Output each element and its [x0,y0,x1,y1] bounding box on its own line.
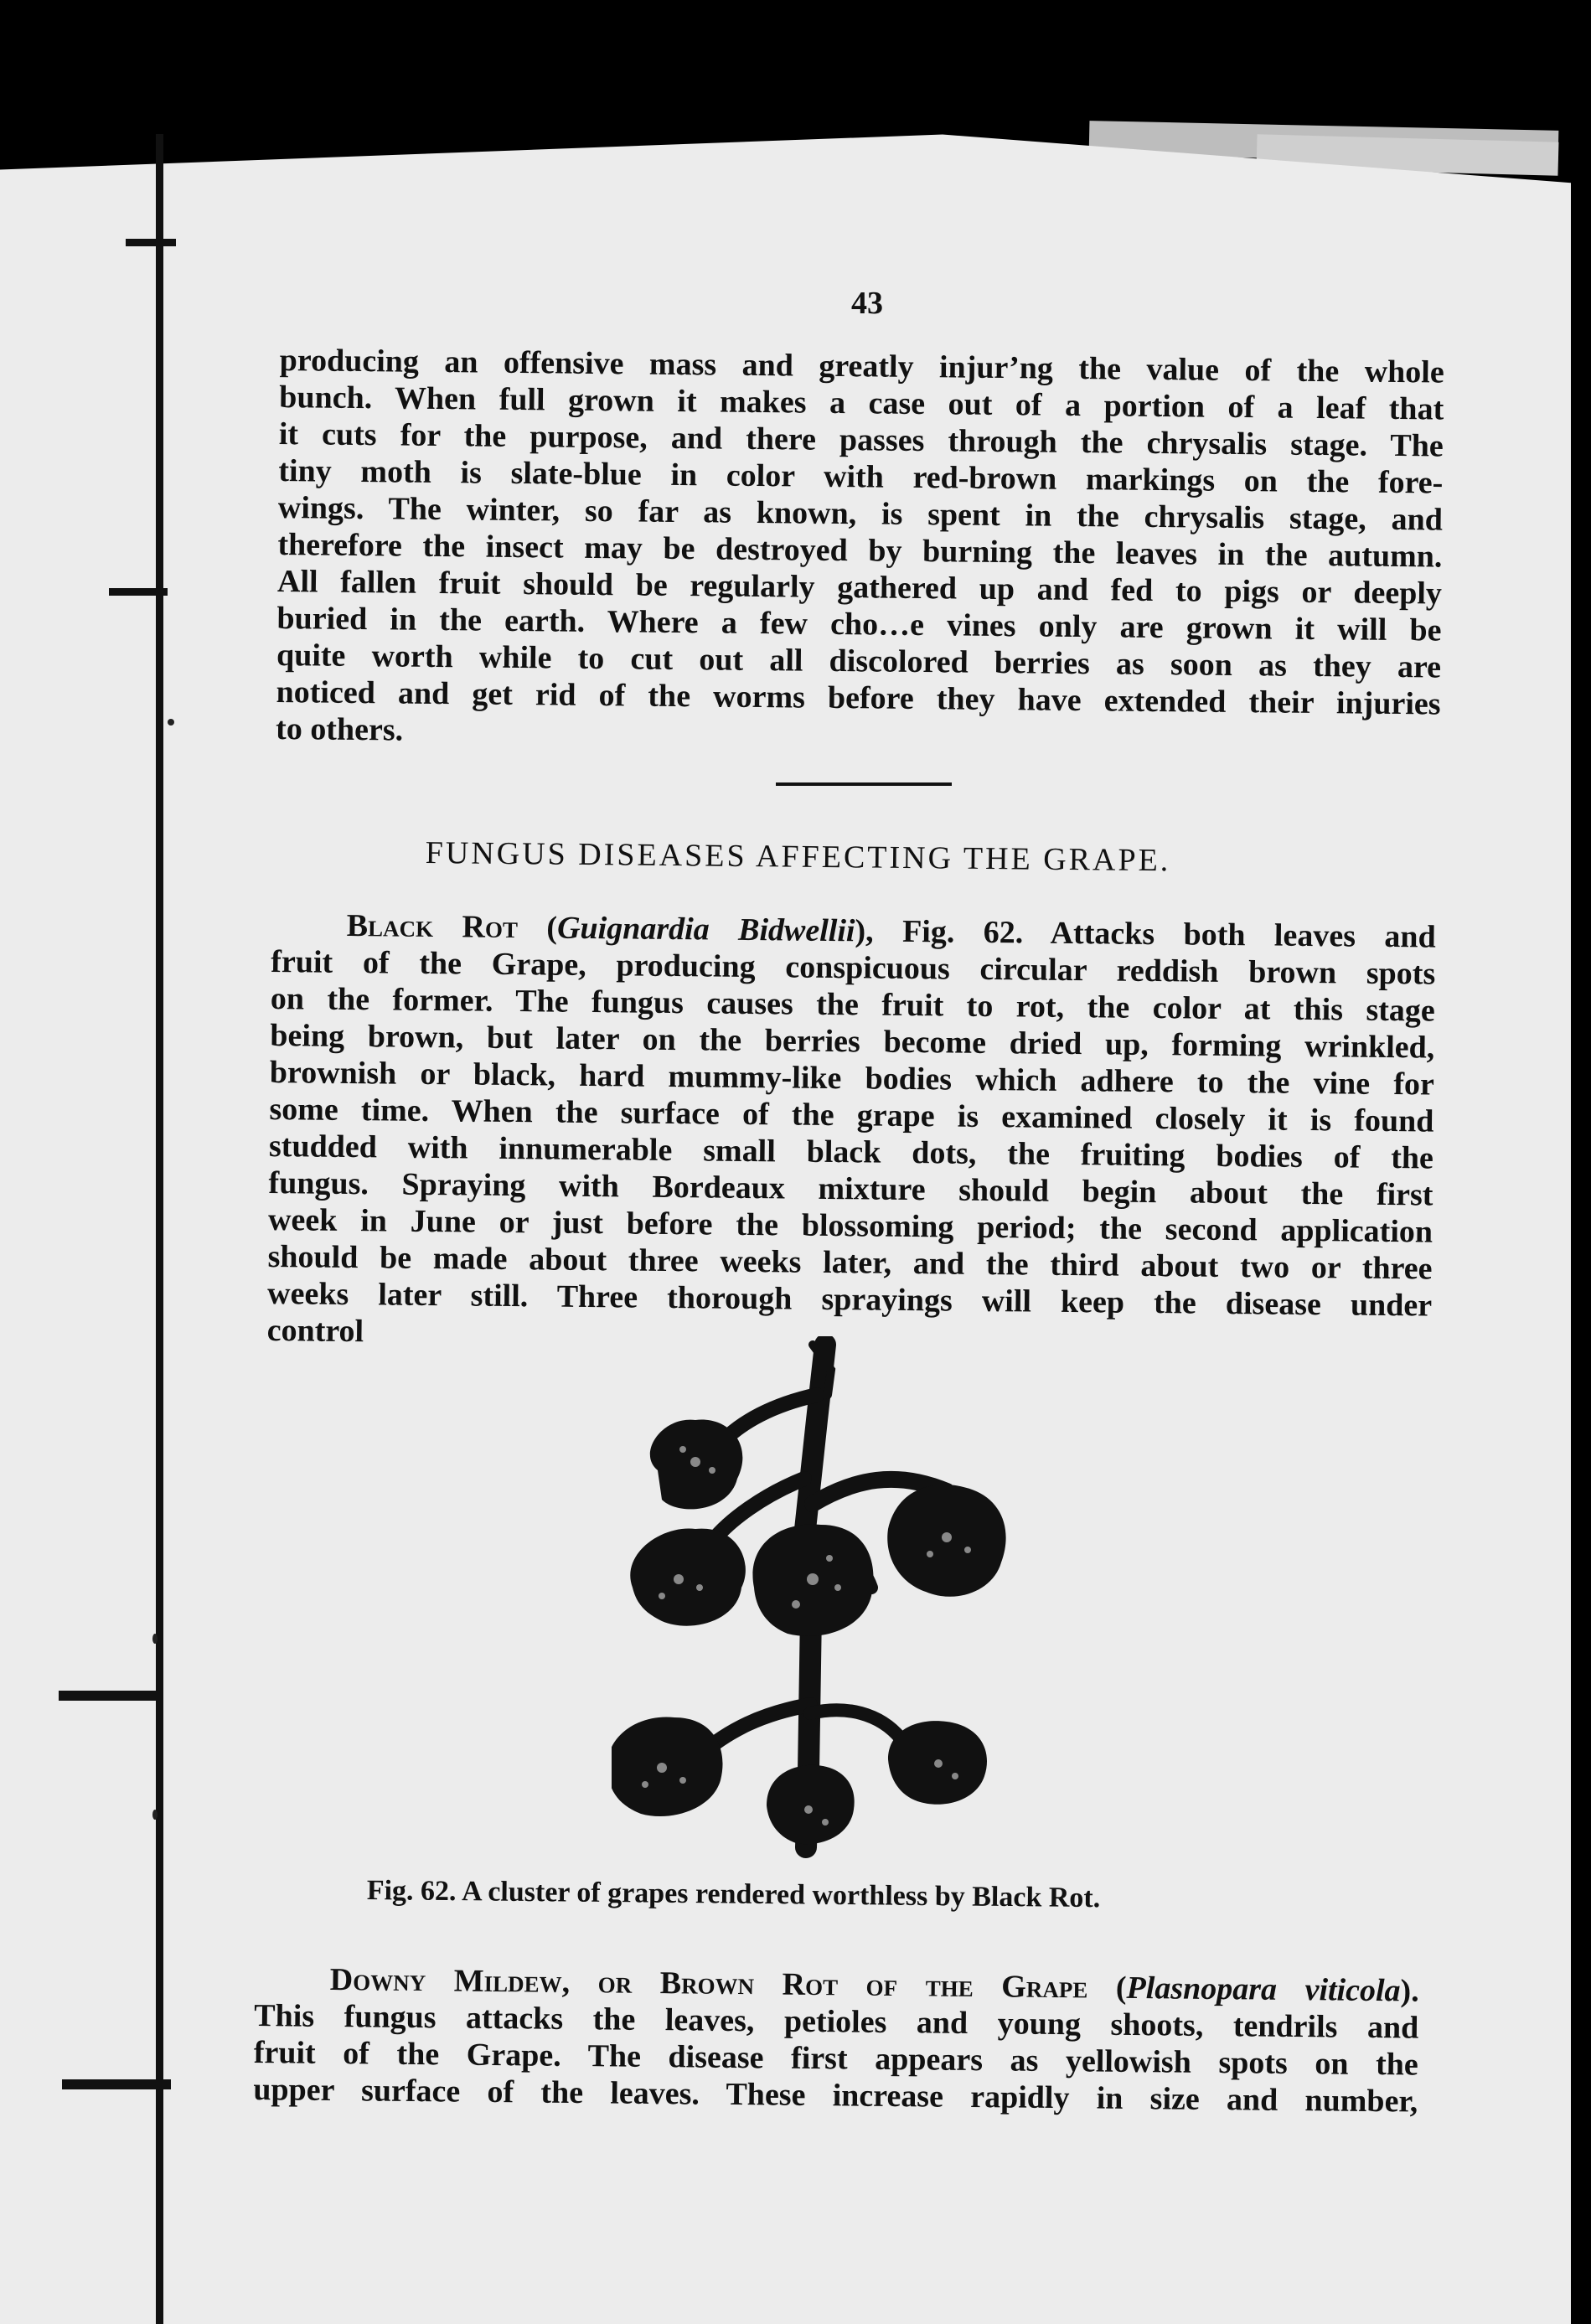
binding-stitch [126,239,176,246]
speck [168,719,174,726]
figure-caption: Fig. 62. A cluster of grapes rendered worthless by Black Rot. [366,1875,1101,1914]
text-line: being brown, but later on the berries become dried up, forming wrinkled, [270,1017,1435,1066]
text-line: This fungus attacks the leaves, petioles and young shoots, tendrils and [254,1997,1419,2046]
text-fragment: Attacks both leaves and [1023,915,1436,955]
text-line: some time. When the surface of the grape is examined closely it is found [269,1091,1434,1139]
text-line: it cuts for the purpose, and there passes through the chrysalis stage. The [278,416,1444,464]
binding-stitch [62,2079,171,2089]
section-heading: FUNGUS DISEASES AFFECTING THE GRAPE. [425,834,1171,879]
speck [152,1634,158,1644]
page-number: 43 [851,286,883,321]
shriveled-grape [630,1529,746,1626]
text-line: buried in the earth. Where a few cho…e vines only are grown it will be [276,600,1442,648]
text-line: All fallen fruit should be regularly gathered up and fed to pigs or deeply [276,563,1443,612]
branch [810,1710,901,1738]
disease-name: Black Rot [346,907,519,946]
disease-name: Downy Mildew, or Brown Rot of the Grape [329,1961,1088,2006]
binding-stitch [59,1691,159,1701]
text-line: should be made about three weeks later, and the third about two or three [267,1238,1433,1287]
text-line: wings. The winter, so far as known, is spent in the chrysalis stage, and [277,489,1444,538]
shriveled-grape [767,1765,855,1844]
text-line: quite worth while to cut out all discolored berries as soon as they are [276,637,1442,685]
text-line: therefore the insect may be destroyed by burning the leaves in the autumn. [277,526,1443,575]
text-line: week in June or just before the blossoming period; the second application [267,1201,1433,1250]
text-line: Black Rot (Guignardia Bidwellii), Fig. 62. Attacks both leaves and [346,907,1436,955]
intro-paragraph [276,342,1444,760]
text-line: weeks later still. Three thorough sprayings will keep the disease under [266,1275,1433,1324]
speck [152,1810,158,1820]
figure-reference: Fig. 62. [901,913,1024,951]
text-line: bunch. When full grown it makes a case out of a portion of a leaf that [279,379,1444,427]
section-divider [776,782,952,786]
text-line: tiny moth is slate-blue in color with red-brown markings on the fore- [278,452,1444,501]
text-line: Downy Mildew, or Brown Rot of the Grape (Plasnopara viticola). [329,1961,1419,2009]
latin-name: Guignardia Bidwellii [556,910,855,949]
text-line: producing an offensive mass and greatly injur’ng the value of the whole [279,342,1444,390]
text-line: fruit of the Grape. The disease first appears as yellowish spots on the [253,2034,1418,2083]
binding-thread [156,134,163,2324]
downy-mildew-paragraph [253,1960,1419,2120]
black-rot-paragraph [266,906,1435,1361]
shriveled-grape [612,1717,723,1816]
text-line: to others. [275,710,404,748]
grape-cluster-illustration [612,1336,1098,1872]
binding-stitch [109,588,168,596]
latin-name: Plasnopara viticola [1126,1970,1401,2009]
text-line: studded with innumerable small black dots, the fruiting bodies of the [268,1128,1434,1176]
text-line: fruit of the Grape, producing conspicuous circular reddish brown spots [271,943,1436,992]
text-line: brownish or black, hard mummy-like bodies which adhere to the vine for [269,1054,1435,1103]
text-line: fungus. Spraying with Bordeaux mixture should begin about the first [268,1165,1433,1213]
text-line: noticed and get rid of the worms before they have extended their injuries [276,674,1441,722]
text-line: upper surface of the leaves. These increase rapidly in size and number, [253,2071,1418,2120]
text-line: control [266,1312,364,1350]
text-line: on the former. The fungus causes the fruit to rot, the color at this stage [270,980,1435,1029]
